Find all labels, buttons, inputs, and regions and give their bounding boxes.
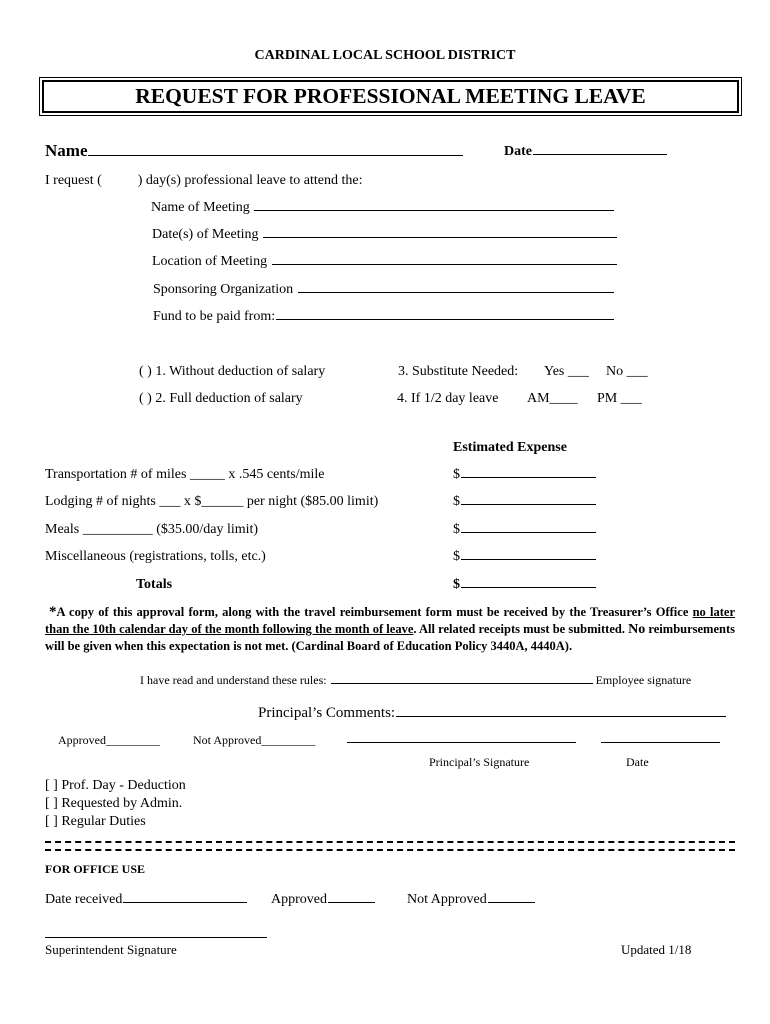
principal-approved[interactable]: Approved_________ [58, 733, 160, 747]
date-field[interactable] [533, 153, 667, 155]
transportation-amount-field[interactable] [461, 476, 596, 478]
meals-amount: $ [453, 522, 596, 538]
option-full-deduction[interactable]: ( ) 2. Full deduction of salary [139, 391, 303, 406]
lodging-amount-field[interactable] [461, 503, 596, 505]
substitute-label: 3. Substitute Needed: [398, 364, 519, 379]
substitute-no[interactable]: No ___ [606, 364, 648, 379]
office-not-approved-row: Not Approved [407, 892, 535, 908]
meeting-location-row: Location of Meeting [152, 254, 617, 270]
request-days-line: I request ( ) day(s) professional leave to attend the: [45, 173, 363, 188]
office-approved-field[interactable] [328, 901, 375, 903]
principal-comments-row: Principal’s Comments: [258, 705, 726, 722]
meeting-dates-field[interactable] [263, 236, 617, 238]
half-day-label: 4. If 1/2 day leave [397, 391, 499, 406]
name-label: Name [45, 141, 463, 161]
updated-date: Updated 1/18 [621, 942, 692, 957]
option-without-deduction[interactable]: ( ) 1. Without deduction of salary [139, 364, 326, 379]
misc-label: Miscellaneous (registrations, tolls, etc.) [45, 549, 266, 564]
substitute-yes[interactable]: Yes ___ [544, 364, 589, 379]
office-use-heading: FOR OFFICE USE [45, 862, 146, 876]
deadline-text: no later than the 10th calendar day of the month following the month of leave [45, 605, 736, 636]
checkbox-regular-duties[interactable]: [ ] Regular Duties [45, 814, 146, 829]
fund-field[interactable] [276, 318, 614, 320]
principal-signature-label: Principal’s Signature [429, 755, 530, 769]
transportation-amount: $ [453, 467, 596, 483]
totals-label: Totals [136, 577, 173, 592]
form-title: REQUEST FOR PROFESSIONAL MEETING LEAVE [42, 80, 739, 113]
meeting-location-field[interactable] [272, 263, 617, 265]
principal-comments-field[interactable] [396, 715, 726, 717]
fund-row: Fund to be paid from: [153, 309, 614, 325]
sponsoring-org-field[interactable] [298, 291, 614, 293]
principal-not-approved[interactable]: Not Approved_________ [193, 733, 316, 747]
transportation-label: Transportation # of miles _____ x .545 cents/mile [45, 467, 325, 482]
half-day-am[interactable]: AM____ [527, 391, 578, 406]
totals-amount-field[interactable] [461, 586, 596, 588]
name-field[interactable] [88, 154, 463, 156]
date-received-field[interactable] [123, 901, 247, 903]
office-not-approved-field[interactable] [488, 901, 535, 903]
totals-amount: $ [453, 577, 596, 593]
superintendent-signature-line[interactable] [45, 937, 267, 938]
checkbox-prof-day-deduction[interactable]: [ ] Prof. Day - Deduction [45, 778, 186, 793]
acknowledge-row: I have read and understand these rules: Employee signature [140, 673, 692, 687]
lodging-label: Lodging # of nights ___ x $______ per night ($85.00 limit) [45, 494, 379, 509]
principal-date-label: Date [626, 755, 649, 769]
half-day-pm[interactable]: PM ___ [597, 391, 642, 406]
reimbursement-notice: *A copy of this approval form, along with the travel reimbursement form must be received by the Treasurer’s Office no later than the 10th calendar day of the month following the month of leave. All related receipts must be submitted. No reimbursements will be given when this expectation is not met. (Cardinal Board of Education Policy 3440A, 4440A). [45, 604, 736, 653]
double-dashed-separator [45, 841, 735, 851]
principal-signature-line[interactable] [347, 742, 576, 743]
misc-amount: $ [453, 549, 596, 565]
principal-date-line[interactable] [601, 742, 720, 743]
meals-amount-field[interactable] [461, 531, 596, 533]
meeting-name-row: Name of Meeting [151, 200, 614, 216]
superintendent-signature-label: Superintendent Signature [45, 942, 177, 957]
employee-signature-field[interactable] [331, 682, 593, 684]
district-name: CARDINAL LOCAL SCHOOL DISTRICT [254, 48, 516, 63]
meeting-name-field[interactable] [254, 209, 614, 211]
sponsoring-org-row: Sponsoring Organization [153, 282, 614, 298]
meeting-dates-row: Date(s) of Meeting [152, 227, 617, 243]
lodging-amount: $ [453, 494, 596, 510]
misc-amount-field[interactable] [461, 558, 596, 560]
checkbox-requested-by-admin[interactable]: [ ] Requested by Admin. [45, 796, 183, 811]
office-approved-row: Approved [271, 892, 375, 908]
date-label: Date [504, 144, 667, 160]
estimated-expense-heading: Estimated Expense [453, 440, 567, 455]
meals-label: Meals __________ ($35.00/day limit) [45, 522, 259, 537]
date-received-row: Date received [45, 892, 247, 908]
